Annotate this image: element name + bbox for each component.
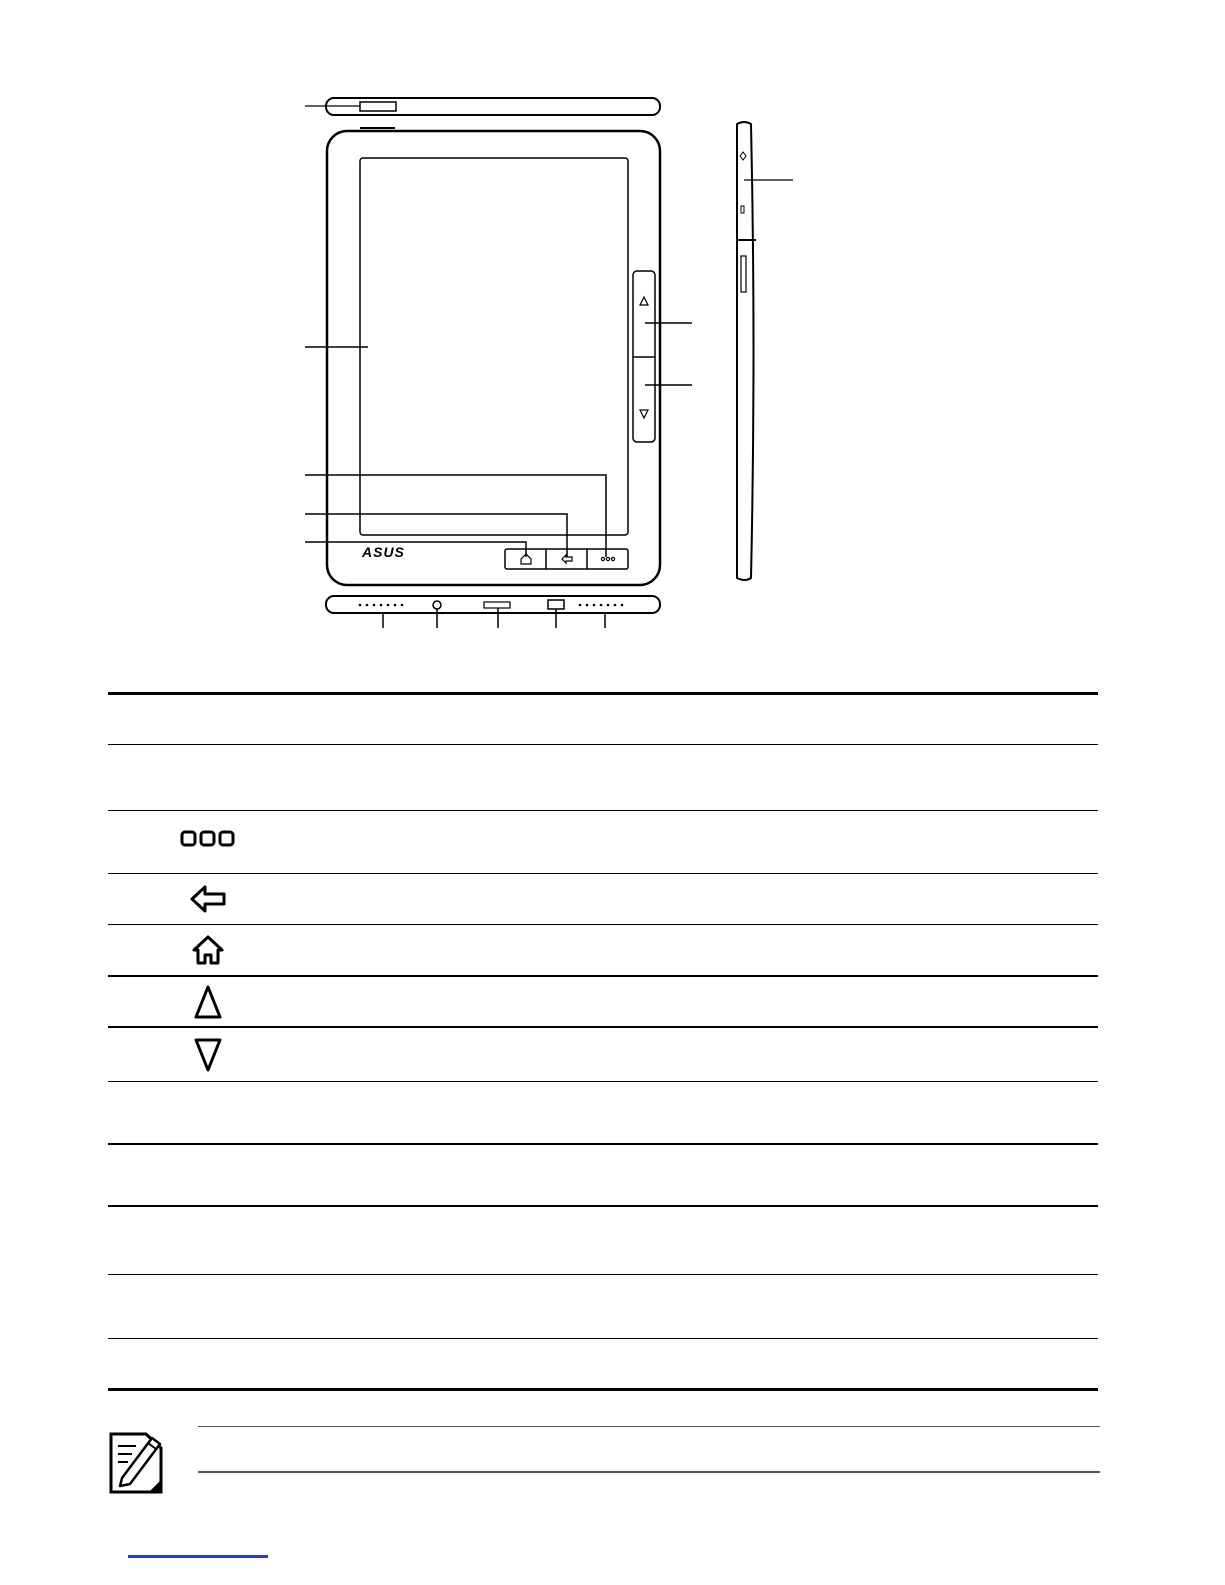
page-up-icon [178,983,238,1021]
device-front-view [305,128,692,585]
table-row [108,695,1098,745]
device-bottom-view [326,596,660,628]
table-row [108,1339,1098,1388]
device-diagram [0,0,1225,680]
footer-link-underline[interactable] [128,1555,268,1558]
table-row [108,874,1098,924]
device-side-view [737,122,794,580]
table-row [108,977,1098,1026]
note-top-rule [198,1426,1100,1427]
menu-dots-icon [178,823,238,855]
table-row [108,1207,1098,1274]
display-screen [360,158,628,535]
home-icon [178,933,238,967]
parts-table [108,692,1098,1392]
table-bottom-rule [108,1388,1098,1391]
table-row [108,1145,1098,1205]
table-row [108,745,1098,810]
note-pencil-icon [108,1424,166,1496]
brand-logo: ASUS [362,544,405,560]
table-row [108,1082,1098,1143]
note-box [108,1420,1100,1500]
table-row [108,811,1098,873]
page-down-icon [178,1036,238,1074]
table-row [108,1275,1098,1338]
note-bottom-rule [198,1471,1100,1473]
device-top-view [305,98,660,115]
back-arrow-icon [178,882,238,916]
table-row [108,925,1098,975]
table-row [108,1028,1098,1081]
